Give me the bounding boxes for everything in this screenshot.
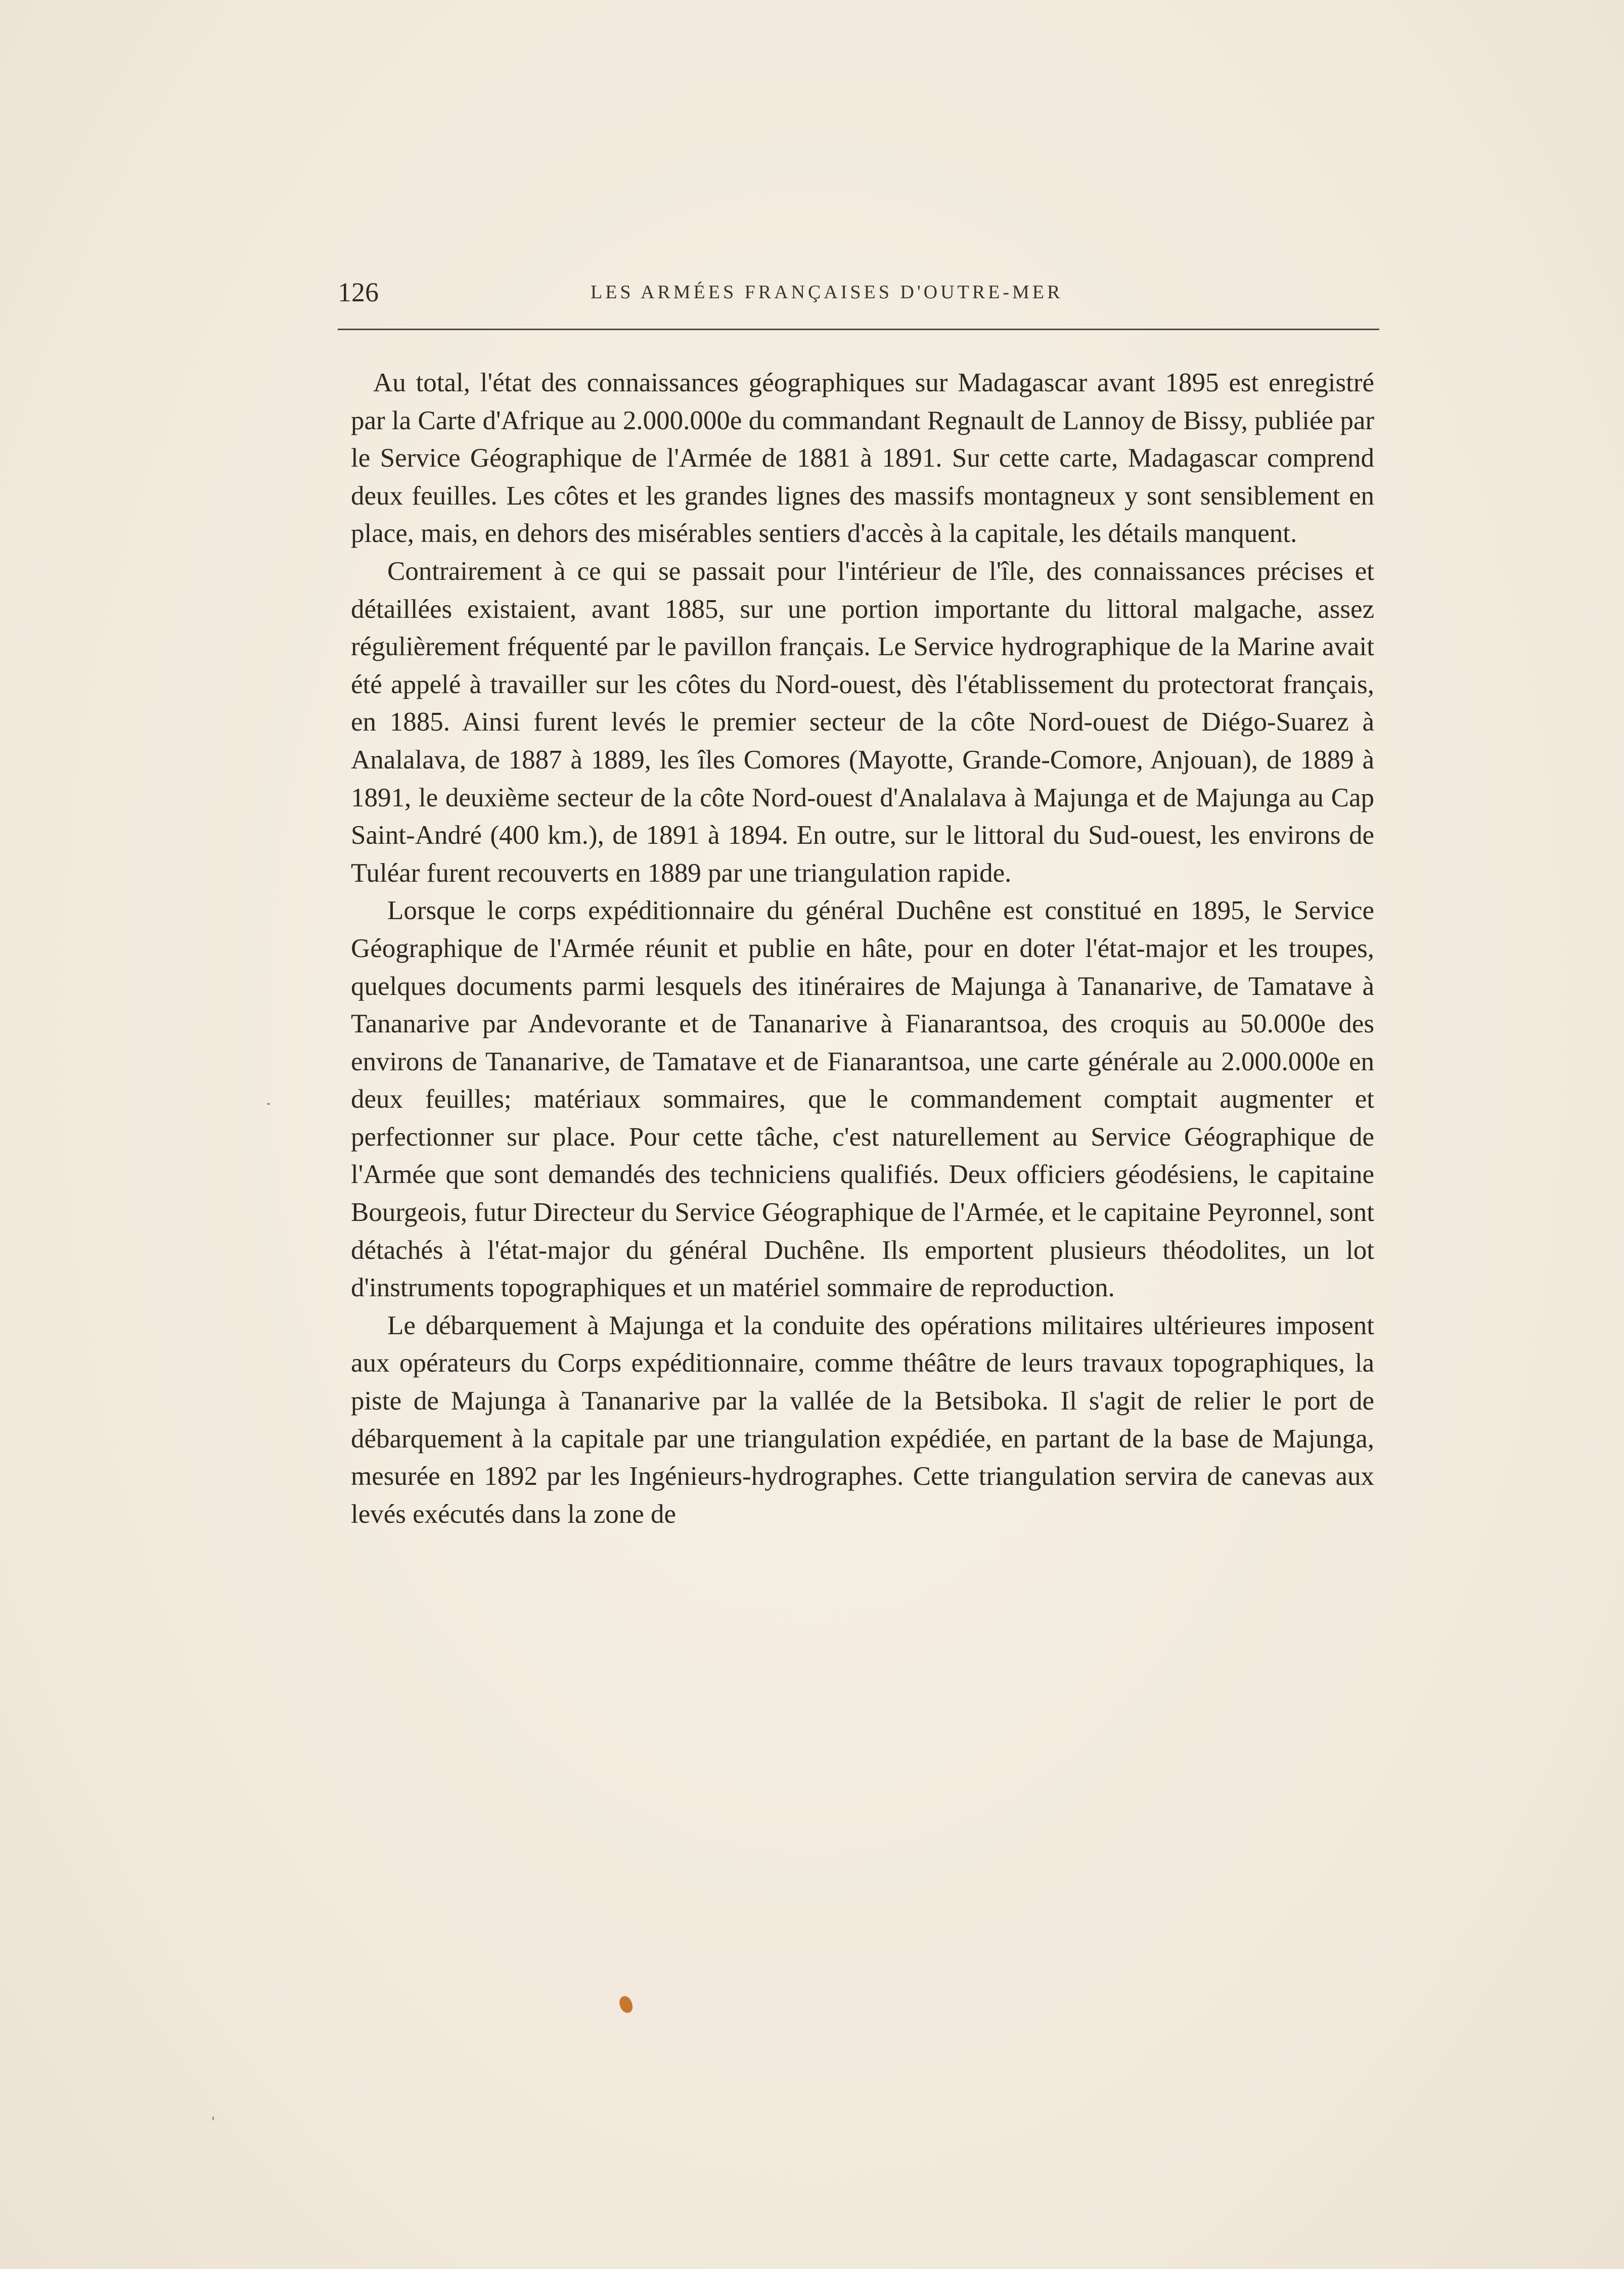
header-rule [338, 329, 1379, 330]
page-number: 126 [338, 277, 379, 307]
running-title: LES ARMÉES FRANÇAISES D'OUTRE-MER [591, 282, 1063, 303]
body-text [351, 364, 1374, 1533]
paragraph: Au total, l'état des connaissances géographiques sur Madagascar avant 1895 est enregistré par la Carte d'Afrique au 2.000.000e du commandant Regnault de Lannoy de Bissy, publiée par le Service Géographique de l'Armée de 1881 à 1891. Sur cette carte, Madagascar comprend deux feuilles. Les côtes et les grandes lignes des massifs montagneux y sont sensiblement en place, mais, en dehors des misérables sentiers d'accès à la capitale, les détails manquent. [351, 368, 1374, 549]
paragraph: Le débarquement à Majunga et la conduite des opérations militaires ultérieures imposent aux opérateurs du Corps expéditionnaire, comme théâtre de leurs travaux topographiques, la piste de Majunga à Tananarive par la vallée de la Betsiboka. Il s'agit de relier le port de débarquement à la capitale par une triangulation expédiée, en partant de la base de Majunga, mesurée en 1892 par les Ingénieurs-hydrographes. Cette triangulation servira de canevas aux levés exécutés dans la zone de [351, 1310, 1374, 1529]
page-header [338, 273, 1379, 311]
stain-speck [617, 1994, 634, 2015]
paper-speck [212, 2116, 214, 2120]
paragraph: Contrairement à ce qui se passait pour l'intérieur de l'île, des connaissances précises et détaillées existaient, avant 1885, sur une portion importante du littoral malgache, assez régulièrement fréquenté par le pavillon français. Le Service hydrographique de la Marine avait été appelé à travailler sur les côtes du Nord-ouest, dès l'établissement du protectorat français, en 1885. Ainsi furent levés le premier secteur de la côte Nord-ouest de Diégo-Suarez à Analalava, de 1887 à 1889, les îles Comores (Mayotte, Grande-Comore, Anjouan), de 1889 à 1891, le deuxième secteur de la côte Nord-ouest d'Analalava à Majunga et de Majunga au Cap Saint-André (400 km.), de 1891 à 1894. En outre, sur le littoral du Sud-ouest, les environs de Tuléar furent recouverts en 1889 par une triangulation rapide. [351, 556, 1374, 888]
paragraph: Lorsque le corps expéditionnaire du général Duchêne est constitué en 1895, le Service Géographique de l'Armée réunit et publie en hâte, pour en doter l'état-major et les troupes, quelques documents parmi lesquels des itinéraires de Majunga à Tananarive, de Tamatave à Tananarive par Andevorante et de Tananarive à Fianarantsoa, des croquis au 50.000e des environs de Tananarive, de Tamatave et de Fianarantsoa, une carte générale au 2.000.000e en deux feuilles; matériaux sommaires, que le commandement comptait augmenter et perfectionner sur place. Pour cette tâche, c'est naturellement au Service Géographique de l'Armée que sont demandés des techniciens qualifiés. Deux officiers géodésiens, le capitaine Bourgeois, futur Directeur du Service Géographique de l'Armée, et le capitaine Peyronnel, sont détachés à l'état-major du général Duchêne. Ils emportent plusieurs théodolites, un lot d'instruments topographiques et un matériel sommaire de reproduction. [351, 896, 1374, 1303]
paper-speck [267, 1103, 270, 1105]
